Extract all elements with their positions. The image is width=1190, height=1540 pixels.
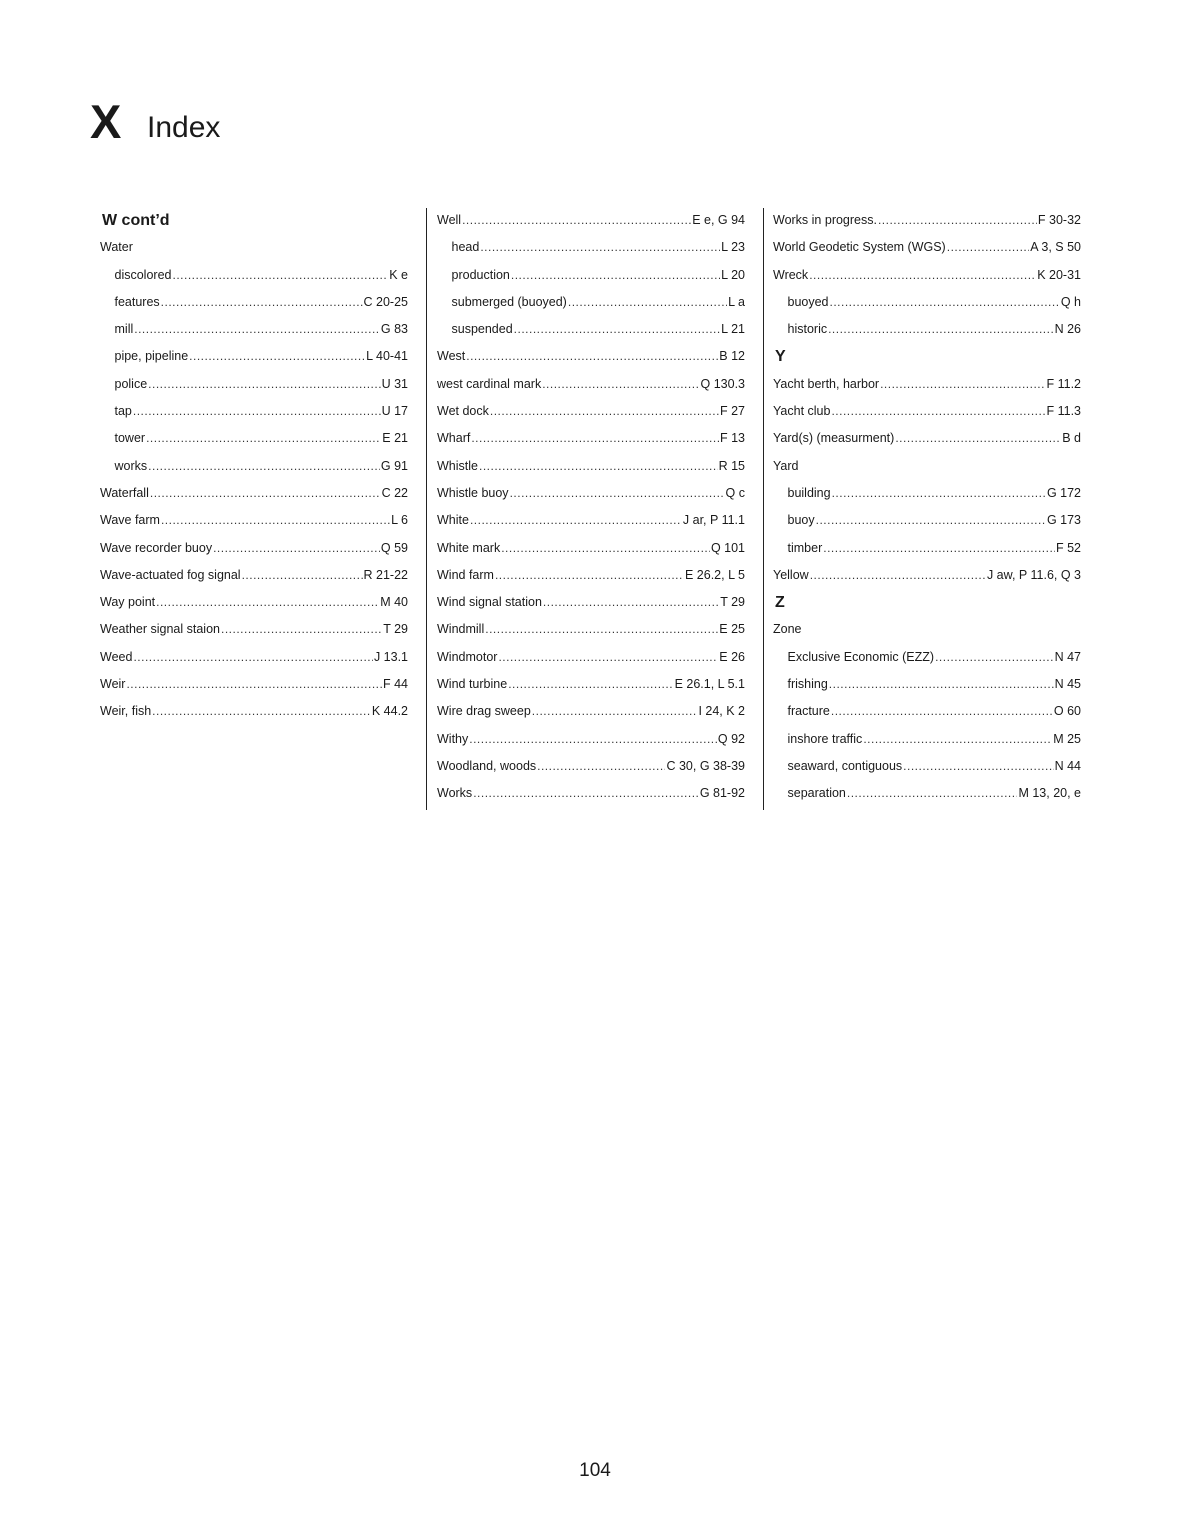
- dot-leader: [903, 753, 1053, 780]
- dot-leader: [462, 207, 691, 234]
- index-reference: N 45: [1054, 677, 1081, 692]
- index-subentry: [100, 262, 408, 289]
- index-reference: F 44: [382, 677, 408, 692]
- index-term: Works in progress.: [773, 213, 877, 227]
- index-subentry: [437, 289, 745, 316]
- index-reference: M 25: [1053, 731, 1081, 746]
- index-entry: [437, 535, 745, 562]
- index-reference: J ar, P 11.1: [682, 513, 745, 528]
- index-term: Yard(s) (measurment): [773, 431, 895, 446]
- index-term: Weather signal staion: [100, 622, 220, 637]
- index-term: mill: [114, 322, 134, 337]
- index-term: tap: [114, 404, 132, 419]
- index-reference: N 47: [1054, 649, 1081, 664]
- index-reference: U 17: [381, 404, 408, 419]
- index-entry: [437, 343, 745, 370]
- index-term: Yacht berth, harbor: [773, 376, 880, 391]
- dot-leader: [470, 507, 682, 534]
- index-term: Water: [100, 240, 133, 255]
- dot-leader: [508, 671, 673, 698]
- index-term: Zone: [773, 622, 802, 637]
- index-term: White mark: [437, 540, 501, 555]
- index-term: Well: [437, 213, 462, 227]
- index-entry: [100, 644, 408, 671]
- index-entry: [437, 698, 745, 725]
- index-reference: R 15: [718, 458, 745, 473]
- dot-leader: [479, 453, 718, 480]
- index-entry: [437, 507, 745, 534]
- index-term: Wind signal station: [437, 595, 542, 610]
- dot-leader: [511, 262, 720, 289]
- index-reference: L 40-41: [366, 349, 408, 364]
- index-reference: Q h: [1060, 294, 1081, 309]
- index-entry: [773, 371, 1081, 398]
- index-reference: E 26.2, L 5: [685, 567, 745, 582]
- index-reference: G 173: [1046, 513, 1081, 528]
- index-reference: Q 92: [717, 731, 745, 746]
- index-term: West: [437, 349, 466, 364]
- index-heading-entry: [100, 234, 408, 261]
- dot-leader: [161, 289, 363, 316]
- index-reference: K e: [389, 267, 408, 282]
- index-reference: M 40: [380, 595, 408, 610]
- index-term: pipe, pipeline: [114, 349, 189, 364]
- dot-leader: [480, 234, 720, 261]
- index-reference: G 83: [380, 322, 408, 337]
- dot-leader: [542, 371, 699, 398]
- index-term: Wreck: [773, 267, 809, 282]
- index-term: buoyed: [787, 294, 829, 309]
- index-term: Way point: [100, 595, 156, 610]
- index-reference: J aw, P 11.6, Q 3: [986, 567, 1081, 582]
- index-term: frishing: [787, 677, 828, 692]
- dot-leader: [172, 262, 388, 289]
- dot-leader: [146, 425, 381, 452]
- index-subentry: [100, 289, 408, 316]
- column-divider: [763, 208, 764, 810]
- index-entry: [773, 234, 1081, 261]
- index-entry: [437, 616, 745, 643]
- index-reference: G 81-92: [699, 786, 745, 801]
- index-entry: [437, 780, 745, 807]
- index-term: works: [114, 458, 148, 473]
- index-reference: L 23: [721, 240, 745, 255]
- index-term: Windmotor: [437, 649, 498, 664]
- dot-leader: [133, 644, 373, 671]
- dot-leader: [880, 371, 1045, 398]
- index-subentry: [773, 698, 1081, 725]
- dot-leader: [510, 480, 725, 507]
- index-subentry: [773, 507, 1081, 534]
- index-entry: [437, 480, 745, 507]
- index-term: Weir: [100, 677, 126, 692]
- dot-leader: [810, 562, 986, 589]
- dot-leader: [830, 289, 1060, 316]
- index-reference: E e, G 94: [692, 213, 745, 227]
- index-reference: R 21-22: [363, 567, 408, 582]
- index-reference: L 6: [391, 513, 408, 528]
- index-term: submerged (buoyed): [451, 294, 567, 309]
- index-entry: [437, 207, 745, 234]
- index-reference: F 27: [719, 404, 745, 419]
- index-entry: [773, 262, 1081, 289]
- index-entry: [437, 644, 745, 671]
- index-entry: [100, 616, 408, 643]
- index-reference: G 172: [1046, 485, 1081, 500]
- index-entry: [437, 562, 745, 589]
- section-letter: X: [90, 95, 122, 148]
- dot-leader: [133, 398, 381, 425]
- index-term: Weir, fish: [100, 704, 152, 719]
- index-reference: Q c: [725, 485, 745, 500]
- index-reference: E 25: [719, 622, 745, 637]
- index-reference: E 21: [382, 431, 408, 446]
- index-term: inshore traffic: [787, 731, 863, 746]
- index-term: White: [437, 513, 469, 528]
- dot-leader: [514, 316, 720, 343]
- dot-leader: [863, 726, 1052, 753]
- dot-leader: [473, 780, 699, 807]
- index-term: Works: [437, 786, 473, 801]
- index-term: Woodland, woods: [437, 758, 537, 773]
- index-subentry: [773, 726, 1081, 753]
- index-reference: L 21: [721, 322, 745, 337]
- index-term: Wave-actuated fog signal: [100, 567, 241, 582]
- index-subentry: [773, 289, 1081, 316]
- dot-leader: [935, 644, 1054, 671]
- index-entry: [773, 207, 1081, 234]
- index-entry: [437, 671, 745, 698]
- index-term: police: [114, 376, 148, 391]
- index-reference: N 26: [1054, 322, 1081, 337]
- dot-leader: [150, 480, 381, 507]
- index-reference: F 30-32: [1037, 213, 1081, 227]
- index-reference: K 20-31: [1037, 267, 1081, 282]
- index-reference: A 3, S 50: [1030, 240, 1081, 255]
- index-reference: G 91: [380, 458, 408, 473]
- dot-leader: [543, 589, 719, 616]
- index-reference: C 22: [381, 485, 408, 500]
- index-term: discolored: [114, 267, 172, 282]
- dot-leader: [466, 343, 718, 370]
- index-term: suspended: [451, 322, 513, 337]
- index-term: features: [114, 294, 160, 309]
- dot-leader: [495, 562, 684, 589]
- index-term: Yacht club: [773, 404, 831, 419]
- index-reference: Q 130.3: [700, 376, 745, 391]
- index-term: Wave farm: [100, 513, 160, 528]
- index-term: separation: [787, 786, 846, 801]
- index-entry: [773, 398, 1081, 425]
- dot-leader: [895, 425, 1061, 452]
- index-entry: [100, 589, 408, 616]
- dot-leader: [148, 453, 380, 480]
- dot-leader: [878, 207, 1037, 234]
- index-reference: L a: [728, 294, 745, 309]
- index-term: building: [787, 485, 831, 500]
- index-term: Waterfall: [100, 485, 149, 500]
- index-subentry: [773, 644, 1081, 671]
- index-reference: N 44: [1054, 758, 1081, 773]
- index-reference: F 11.2: [1046, 376, 1081, 391]
- index-term: Weed: [100, 649, 133, 664]
- dot-leader: [816, 507, 1046, 534]
- dot-leader: [242, 562, 363, 589]
- index-entry: [773, 425, 1081, 452]
- index-entry: [100, 507, 408, 534]
- index-heading-entry: [773, 453, 1081, 480]
- index-heading-entry: [773, 616, 1081, 643]
- dot-leader: [213, 535, 380, 562]
- index-entry: [437, 371, 745, 398]
- index-subentry: [437, 262, 745, 289]
- index-term: head: [451, 240, 480, 255]
- index-reference: J 13.1: [373, 649, 408, 664]
- dot-leader: [490, 398, 719, 425]
- index-reference: O 60: [1053, 704, 1081, 719]
- index-subentry: [773, 535, 1081, 562]
- index-subentry: [100, 371, 408, 398]
- index-term: buoy: [787, 513, 815, 528]
- dot-leader: [823, 535, 1055, 562]
- index-term: Whistle: [437, 458, 478, 473]
- index-subentry: [773, 316, 1081, 343]
- index-reference: B d: [1062, 431, 1081, 446]
- index-column-3: [773, 207, 1081, 808]
- index-entry: [437, 753, 745, 780]
- page-number: 104: [579, 1460, 611, 1481]
- index-subentry: [100, 425, 408, 452]
- dot-leader: [469, 726, 717, 753]
- index-entry: [437, 425, 745, 452]
- index-term: Wire drag sweep: [437, 704, 531, 719]
- dot-leader: [537, 753, 665, 780]
- column-divider: [426, 208, 427, 810]
- index-entry: [437, 726, 745, 753]
- index-reference: I 24, K 2: [698, 704, 745, 719]
- index-term: Wind turbine: [437, 677, 508, 692]
- index-term: Exclusive Economic (EZZ): [787, 649, 935, 664]
- index-reference: E 26.1, L 5.1: [674, 677, 745, 692]
- index-subentry: [437, 316, 745, 343]
- index-subentry: [100, 316, 408, 343]
- page-title: Index: [147, 111, 221, 144]
- index-column-1: [100, 207, 408, 726]
- index-subentry: [100, 398, 408, 425]
- index-term: timber: [787, 540, 823, 555]
- index-reference: B 12: [719, 349, 745, 364]
- dot-leader: [947, 234, 1030, 261]
- index-entry: [437, 453, 745, 480]
- dot-leader: [831, 398, 1045, 425]
- dot-leader: [501, 535, 710, 562]
- index-term: historic: [787, 322, 828, 337]
- dot-leader: [498, 644, 718, 671]
- index-entry: [773, 562, 1081, 589]
- index-subentry: [773, 753, 1081, 780]
- index-reference: Q 59: [380, 540, 408, 555]
- index-subentry: [437, 234, 745, 261]
- index-reference: F 13: [719, 431, 745, 446]
- letter-heading: W cont’d: [102, 212, 170, 229]
- dot-leader: [847, 780, 1018, 807]
- index-subentry: [100, 343, 408, 370]
- index-term: west cardinal mark: [437, 376, 542, 391]
- dot-leader: [471, 425, 719, 452]
- dot-leader: [568, 289, 727, 316]
- index-term: fracture: [787, 704, 830, 719]
- index-term: Windmill: [437, 622, 485, 637]
- dot-leader: [156, 589, 379, 616]
- index-term: Wind farm: [437, 567, 494, 582]
- index-term: tower: [114, 431, 146, 446]
- dot-leader: [832, 480, 1046, 507]
- index-reference: K 44.2: [371, 704, 408, 719]
- index-subentry: [773, 780, 1081, 807]
- index-entry: [100, 480, 408, 507]
- dot-leader: [221, 616, 382, 643]
- index-reference: F 52: [1055, 540, 1081, 555]
- index-reference: U 31: [381, 376, 408, 391]
- index-reference: T 29: [383, 622, 408, 637]
- dot-leader: [161, 507, 390, 534]
- index-entry: [100, 698, 408, 725]
- dot-leader: [485, 616, 718, 643]
- dot-leader: [831, 698, 1053, 725]
- index-entry: [437, 398, 745, 425]
- dot-leader: [532, 698, 698, 725]
- index-reference: T 29: [720, 595, 745, 610]
- index-term: Wet dock: [437, 404, 489, 419]
- index-term: seaward, contiguous: [787, 758, 903, 773]
- index-reference: Q 101: [710, 540, 745, 555]
- index-entry: [100, 535, 408, 562]
- index-term: production: [451, 267, 510, 282]
- index-subentry: [773, 480, 1081, 507]
- index-entry: [437, 589, 745, 616]
- index-term: Withy: [437, 731, 469, 746]
- index-term: Yard: [773, 458, 799, 473]
- index-reference: C 20-25: [363, 294, 408, 309]
- dot-leader: [152, 698, 371, 725]
- dot-leader: [829, 671, 1054, 698]
- dot-leader: [148, 371, 380, 398]
- letter-heading: Y: [775, 348, 786, 366]
- letter-heading: Z: [775, 594, 785, 612]
- index-entry: [100, 671, 408, 698]
- dot-leader: [134, 316, 380, 343]
- index-entry: [100, 562, 408, 589]
- index-reference: F 11.3: [1046, 404, 1081, 419]
- index-column-2: [437, 207, 745, 808]
- index-reference: E 26: [719, 649, 745, 664]
- index-term: Wave recorder buoy: [100, 540, 213, 555]
- index-subentry: [100, 453, 408, 480]
- index-term: Wharf: [437, 431, 471, 446]
- index-term: Yellow: [773, 567, 809, 582]
- dot-leader: [126, 671, 382, 698]
- index-term: Whistle buoy: [437, 485, 509, 500]
- index-reference: L 20: [721, 267, 745, 282]
- index-reference: M 13, 20, e: [1018, 786, 1081, 801]
- index-reference: C 30, G 38-39: [666, 758, 745, 773]
- dot-leader: [828, 316, 1054, 343]
- dot-leader: [189, 343, 365, 370]
- index-subentry: [773, 671, 1081, 698]
- dot-leader: [809, 262, 1036, 289]
- index-term: World Geodetic System (WGS): [773, 240, 946, 255]
